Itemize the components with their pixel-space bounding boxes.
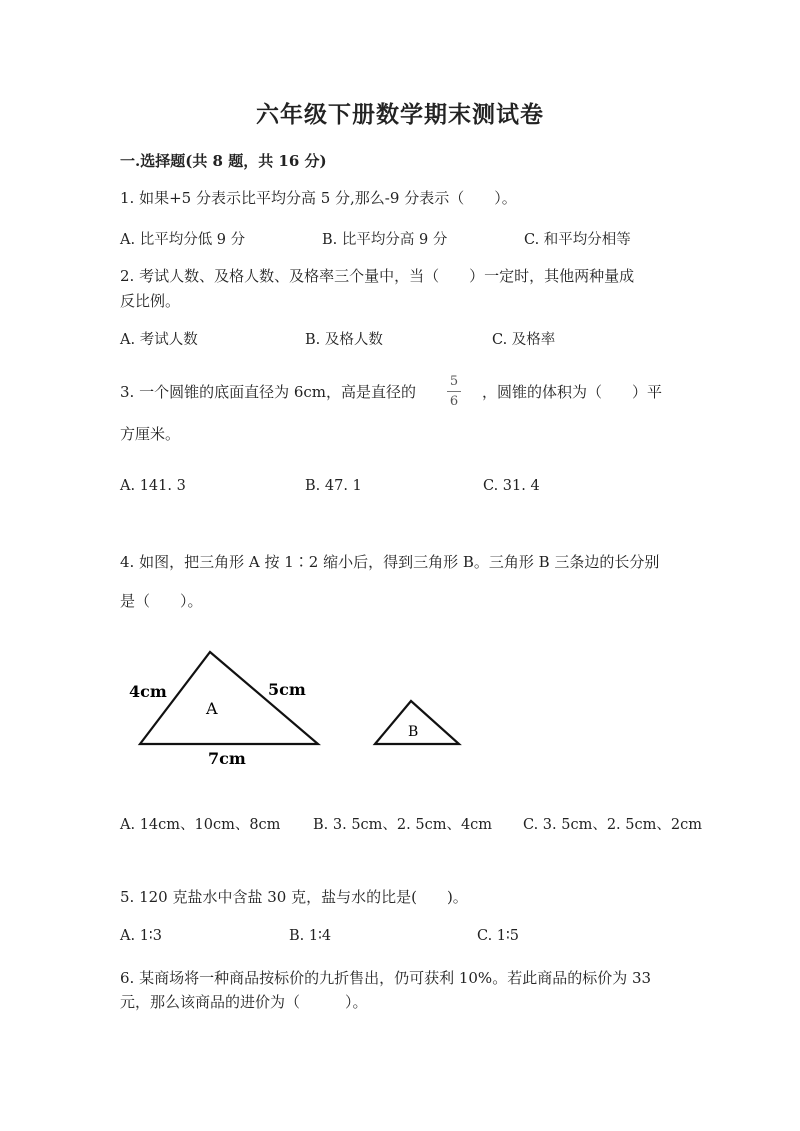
question-5-stem: 5. 120 克盐水中含盐 30 克，盐与水的比是( )。	[120, 888, 468, 906]
question-3-option-c: C. 31. 4	[483, 478, 540, 494]
question-4-stem-line1: 4. 如图，把三角形 A 按 1∶2 缩小后，得到三角形 B。三角形 B 三条边的长分别	[120, 553, 660, 571]
question-3-option-b: B. 47. 1	[305, 478, 362, 494]
question-3-option-a: A. 141. 3	[120, 478, 186, 494]
question-1-option-c: C. 和平均分相等	[524, 232, 631, 248]
question-3-stem-part2: ，圆锥的体积为（ ）平	[482, 383, 663, 401]
fraction-five-sixths	[445, 373, 463, 410]
question-2-option-c: C. 及格率	[492, 332, 556, 348]
triangle-b-label: B	[408, 724, 419, 740]
page-title: 六年级下册数学期末测试卷	[256, 101, 544, 128]
question-2-stem-line2: 反比例。	[120, 292, 181, 310]
question-1-option-a: A. 比平均分低 9 分	[120, 232, 246, 248]
question-5-option-a: A. 1∶3	[120, 928, 162, 944]
question-6-stem-line1: 6. 某商场将一种商品按标价的九折售出，仍可获利 10%。若此商品的标价为 33	[120, 969, 652, 987]
question-4-option-b: B. 3. 5cm、2. 5cm、4cm	[313, 817, 493, 833]
question-6-stem-line2: 元，那么该商品的进价为（ ）。	[120, 993, 368, 1011]
fraction-denominator: 6	[449, 394, 459, 409]
side-label-right: 5cm	[268, 680, 306, 699]
question-1-stem: 1. 如果+5 分表示比平均分高 5 分,那么-9 分表示（ ）。	[120, 189, 517, 207]
triangles-figure	[120, 640, 480, 775]
question-4-stem-line2: 是（ ）。	[120, 592, 203, 610]
question-3-stem-part1: 3. 一个圆锥的底面直径为 6cm，高是直径的	[120, 383, 417, 401]
question-5-option-c: C. 1∶5	[477, 928, 520, 944]
question-2-stem-line1: 2. 考试人数、及格人数、及格率三个量中，当（ ）一定时，其他两种量成	[120, 267, 635, 285]
fraction-bar	[447, 391, 461, 392]
side-label-bottom: 7cm	[208, 749, 246, 768]
question-5-option-b: B. 1∶4	[289, 928, 332, 944]
question-4-option-c: C. 3. 5cm、2. 5cm、2cm	[523, 817, 702, 833]
side-label-left: 4cm	[129, 682, 167, 701]
question-1-option-b: B. 比平均分高 9 分	[322, 232, 448, 248]
triangle-a-label: A	[206, 699, 218, 718]
question-2-option-b: B. 及格人数	[305, 332, 383, 348]
question-4-option-a: A. 14cm、10cm、8cm	[120, 817, 281, 833]
question-3-stem-line2: 方厘米。	[120, 425, 181, 443]
question-2-option-a: A. 考试人数	[120, 332, 198, 348]
fraction-numerator: 5	[449, 374, 459, 389]
section-heading: 一.选择题(共 8 题，共 16 分)	[120, 152, 327, 170]
